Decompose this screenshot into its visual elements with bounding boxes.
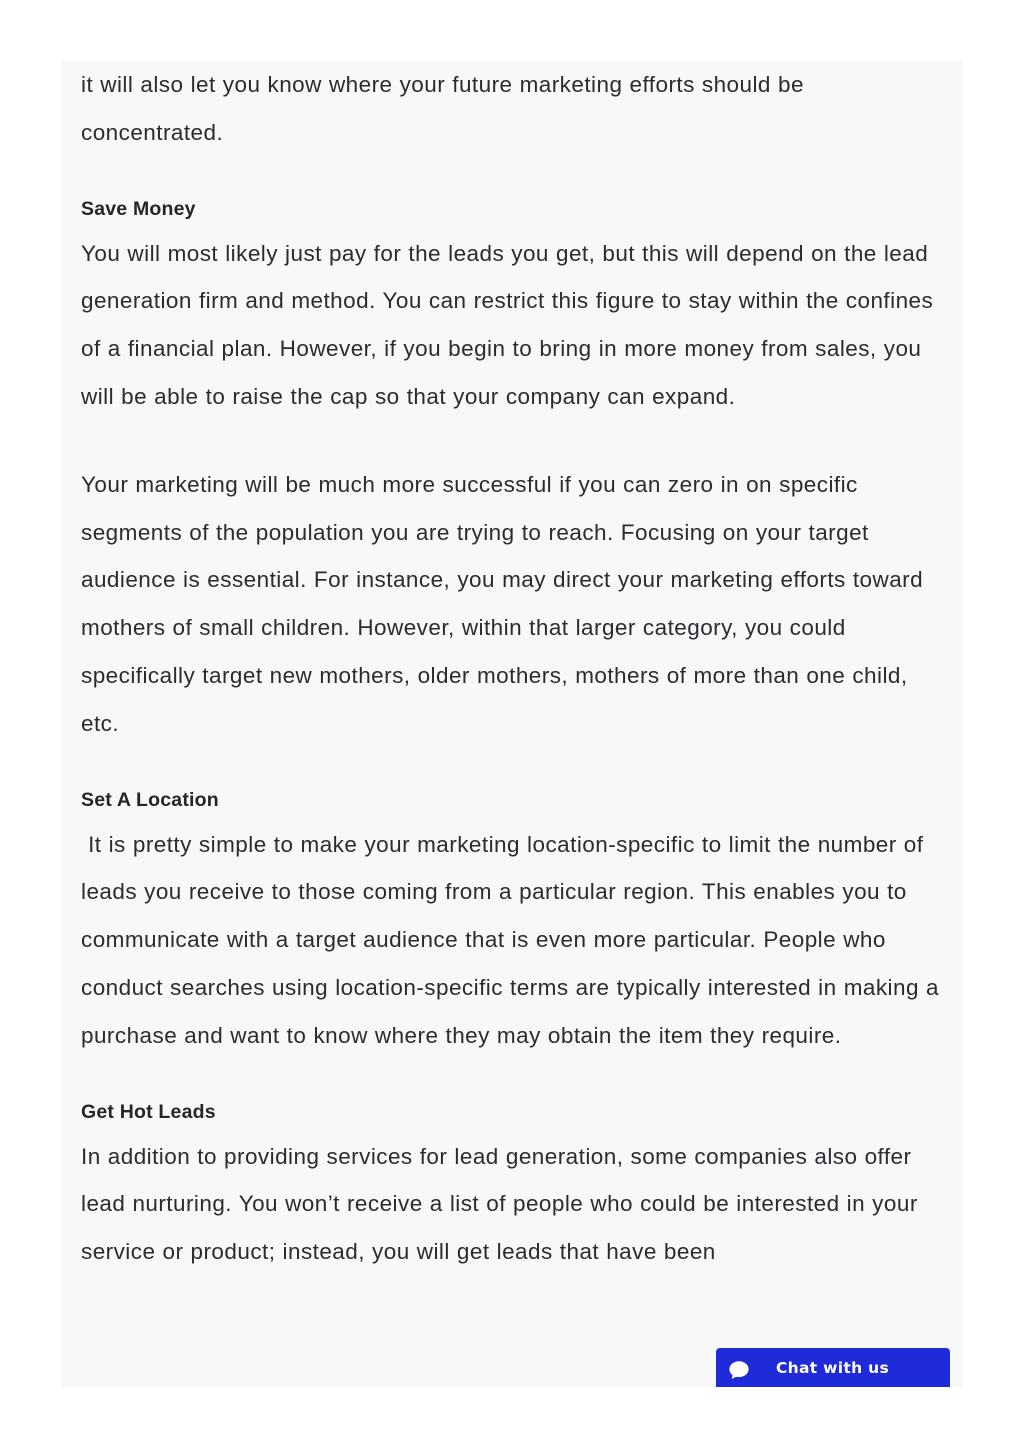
article-body xyxy=(81,61,951,1276)
section-heading-set-a-location: Set A Location xyxy=(81,788,219,811)
hot-leads-paragraph: In addition to providing services for lead generation, some companies also offer lead nurturing. You won’t receive a list of people who could be interested in your service or product; instead, you will get leads that have been xyxy=(81,1143,918,1265)
chat-with-us-label: Chat with us xyxy=(776,1358,890,1377)
chat-with-us-button[interactable] xyxy=(716,1348,950,1387)
save-money-paragraph-2: Your marketing will be much more successful if you can zero in on specific segments of the population you are trying to reach. Focusing on your target audience is essential. For instance, you may direct your marketing efforts toward mothers of small children. However, within that larger category, you could specifically target new mothers, older mothers, mothers of more than one child, etc. xyxy=(81,471,924,736)
save-money-paragraph-1: You will most likely just pay for the leads you get, but this will depend on the lead generation firm and method. You can restrict this figure to stay within the confines of a financial plan. However, if you begin to bring in more money from sales, you will be able to raise the cap so that your company can expand. xyxy=(81,240,934,409)
section-heading-save-money: Save Money xyxy=(81,197,196,220)
set-location-paragraph: It is pretty simple to make your marketing location-specific to limit the number of leads you receive to those coming from a particular region. This enables you to communicate with a target audience that is even more particular. People who conduct searches using location-specific terms are typically interested in making a purchase and want to know where they may obtain the item they require. xyxy=(81,831,947,1048)
chat-bubble-icon xyxy=(728,1359,750,1381)
section-heading-get-hot-leads: Get Hot Leads xyxy=(81,1100,216,1123)
article-content xyxy=(61,61,963,1387)
intro-paragraph: it will also let you know where your future marketing efforts should be concentrated. xyxy=(81,72,804,145)
